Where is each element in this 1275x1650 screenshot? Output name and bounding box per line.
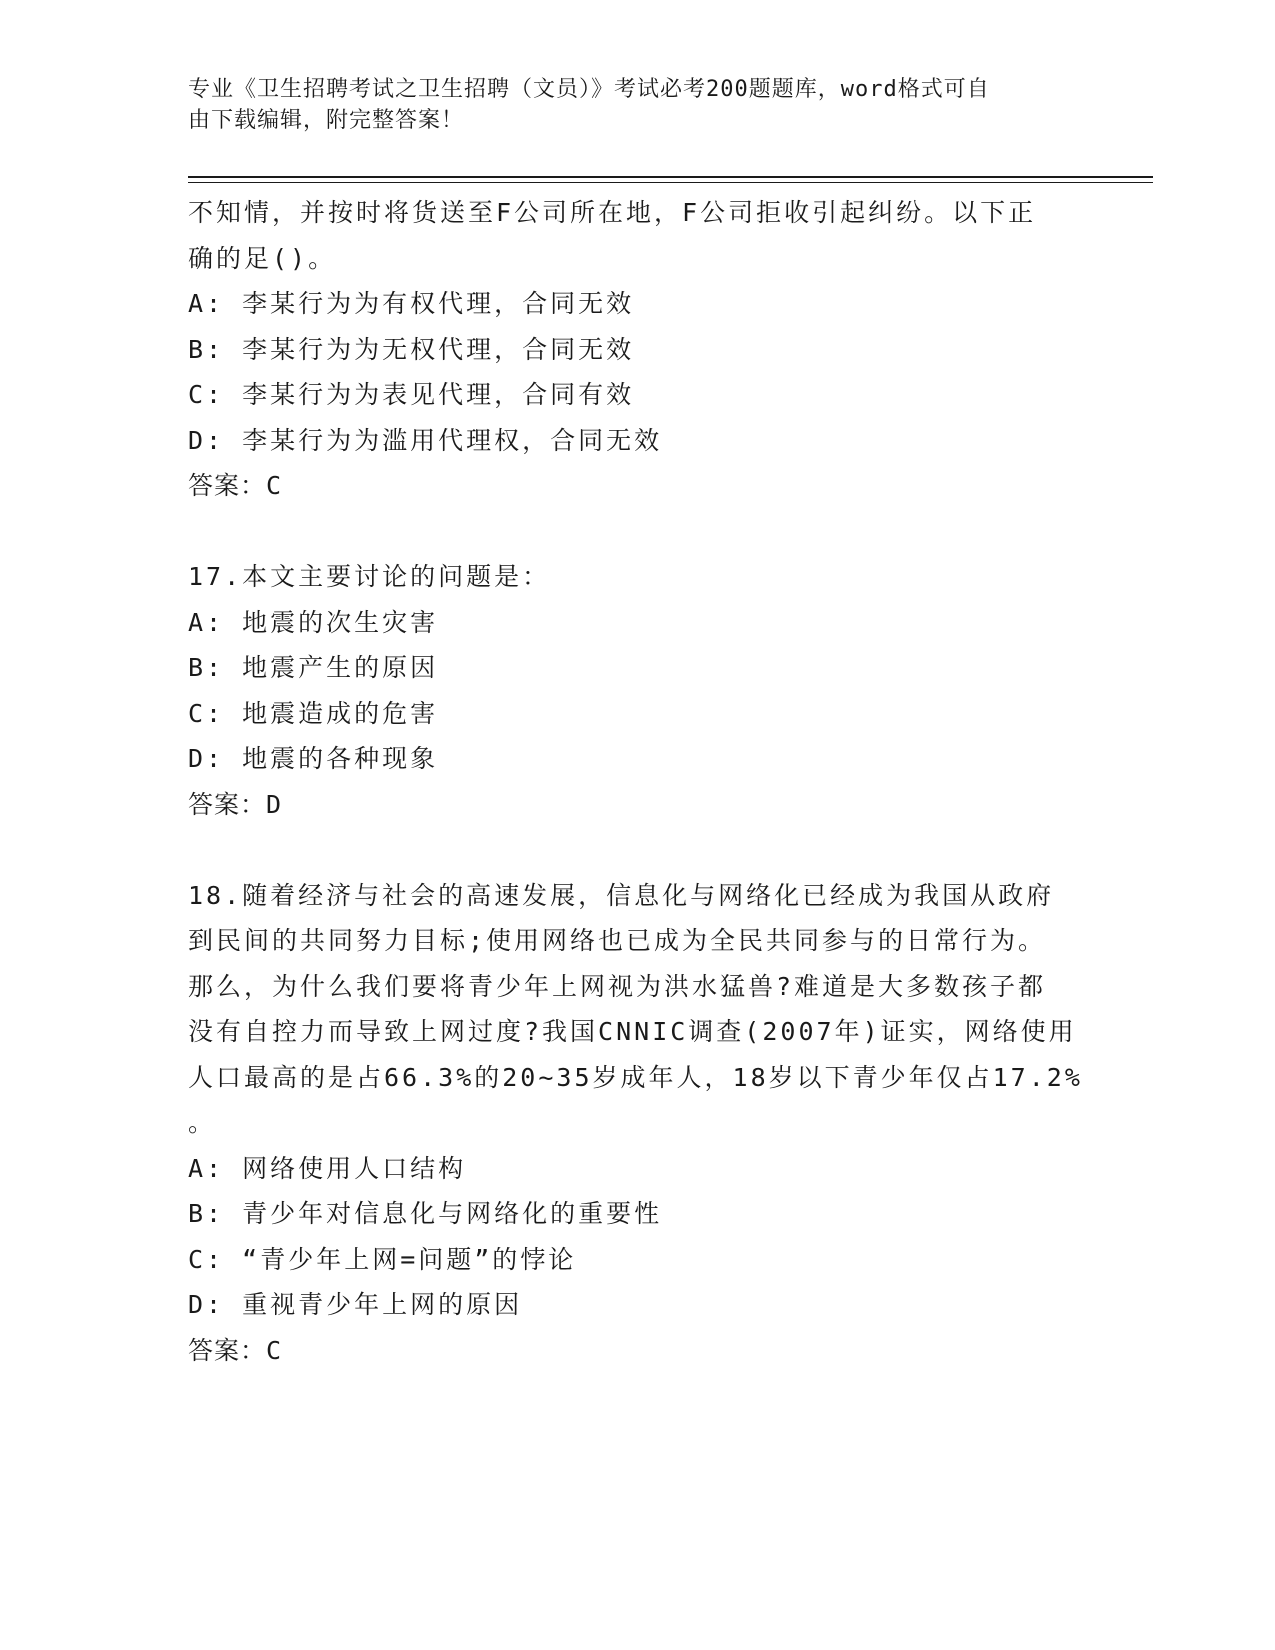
question-text-line: 到民间的共同努力目标;使用网络也已成为全民共同参与的日常行为。 [188,926,1047,955]
option-c: C: “青少年上网=问题”的悖论 [188,1244,577,1274]
option-a: A: 李某行为为有权代理，合同无效 [188,289,635,318]
header-divider-thick [188,176,1153,178]
option-a: A: 网络使用人口结构 [188,1153,467,1183]
question-text-line: 那么，为什么我们要将青少年上网视为洪水猛兽?难道是大多数孩子都 [188,971,1047,1001]
answer-line: 答案：D [188,789,283,819]
document-header [188,74,1088,136]
question-17 [188,554,1088,827]
option-a: A: 地震的次生灾害 [188,607,439,637]
question-text-line: 17.本文主要讨论的问题是： [188,562,551,591]
header-line-2: 由下载编辑，附完整答案！ [188,108,465,133]
option-d: D: 地震的各种现象 [188,744,439,773]
question-spacer [188,827,1088,873]
option-b: B: 李某行为为无权代理，合同无效 [188,334,635,364]
question-list [188,190,1088,1373]
question-text-line: 没有自控力而导致上网过度?我国CNNIC调查(2007年)证实，网络使用 [188,1017,1077,1046]
answer-line: 答案：C [188,1335,283,1365]
header-line-1: 专业《卫生招聘考试之卫生招聘（文员）》考试必考200题题库，word格式可自 [188,77,990,102]
question-16 [188,190,1088,509]
question-text-line: 确的足()。 [188,243,337,273]
option-d: D: 李某行为为滥用代理权，合同无效 [188,425,663,455]
question-spacer [188,509,1088,555]
question-text-line: 不知情，并按时将货送至F公司所在地，F公司拒收引起纠纷。以下正 [188,198,1037,227]
option-c: C: 李某行为为表见代理，合同有效 [188,380,635,409]
header-divider-thin [188,182,1153,183]
question-text-line: 。 [188,1108,217,1137]
option-b: B: 青少年对信息化与网络化的重要性 [188,1199,663,1228]
answer-line: 答案：C [188,471,283,500]
option-c: C: 地震造成的危害 [188,698,439,728]
option-d: D: 重视青少年上网的原因 [188,1290,523,1319]
question-text-line: 18.随着经济与社会的高速发展，信息化与网络化已经成为我国从政府 [188,880,1055,910]
question-text-line: 人口最高的是占66.3%的20~35岁成年人，18岁以下青少年仅占17.2% [188,1062,1083,1092]
question-18 [188,873,1088,1374]
option-b: B: 地震产生的原因 [188,653,439,682]
